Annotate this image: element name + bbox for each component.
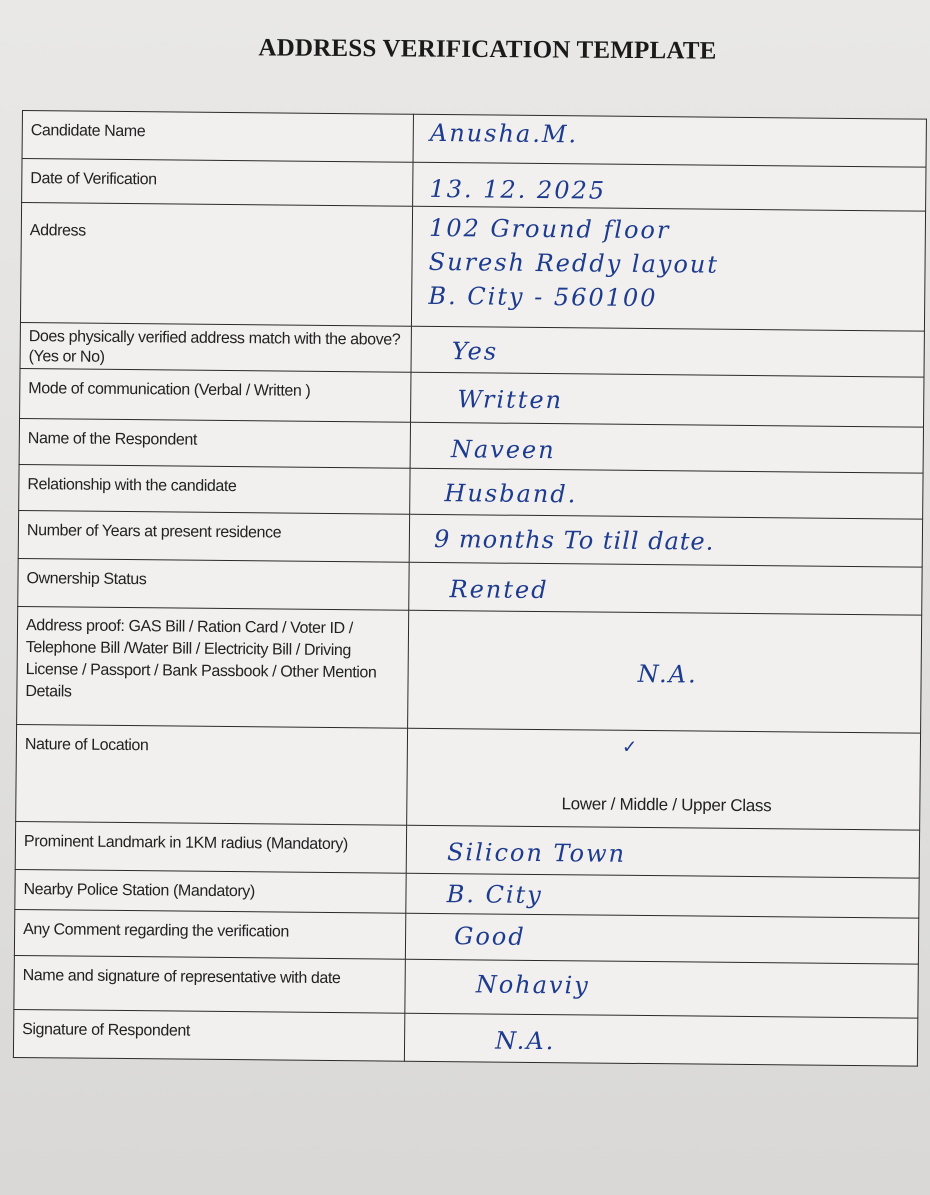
nature-of-location-label: Nature of Location	[16, 724, 408, 825]
table-row	[18, 558, 922, 615]
police-station-label: Nearby Police Station (Mandatory)	[15, 869, 407, 913]
nature-of-location-value	[407, 728, 921, 830]
ownership-status-label: Ownership Status	[18, 558, 410, 610]
table-row	[17, 606, 922, 733]
table-row	[15, 821, 919, 878]
address-label: Address	[20, 203, 412, 327]
respondent-signature-label: Signature of Respondent	[13, 1009, 405, 1061]
table-row	[20, 203, 925, 332]
table-row	[22, 111, 926, 168]
table-row	[13, 1009, 917, 1066]
years-at-residence-value: 9 months To till date.	[409, 514, 922, 567]
representative-signature-value: Nohaviy	[405, 959, 918, 1018]
police-station-value: B. City	[406, 873, 919, 918]
landmark-label: Prominent Landmark in 1KM radius (Mandatory)	[15, 821, 407, 873]
address-value: 102 Ground floor Suresh Reddy layout B. City - 560100	[412, 206, 926, 331]
location-class-options: Lower / Middle / Upper Class	[561, 794, 772, 816]
date-of-verification-label: Date of Verification	[22, 159, 414, 207]
comment-label: Any Comment regarding the verification	[14, 909, 406, 959]
comment-value: Good	[406, 913, 919, 964]
respondent-signature-value: N.A.	[405, 1013, 918, 1066]
address-match-value: Yes	[411, 326, 924, 377]
table-row	[14, 955, 918, 1018]
landmark-value: Silicon Town	[406, 825, 919, 878]
document-title: ADDRESS VERIFICATION TEMPLATE	[258, 34, 717, 65]
address-match-label: Does physically verified address match with the above?(Yes or No)	[20, 322, 412, 372]
years-at-residence-label: Number of Years at present residence	[18, 510, 410, 562]
table-row	[18, 510, 922, 567]
mode-of-communication-label: Mode of communication (Verbal / Written )	[20, 368, 412, 422]
representative-signature-label: Name and signature of representative with date	[14, 955, 406, 1013]
check-mark-icon: ✓	[621, 736, 637, 757]
address-proof-label: Address proof: GAS Bill / Ration Card / Voter ID / Telephone Bill /Water Bill / Electricity Bill / Driving License / Passport / Bank Passbook / Other Mention Details	[17, 606, 409, 728]
candidate-name-label: Candidate Name	[22, 111, 414, 163]
table-row	[20, 368, 924, 427]
address-proof-value: N.A.	[408, 610, 922, 733]
ownership-status-value: Rented	[409, 562, 922, 615]
relationship-label: Relationship with the candidate	[19, 464, 411, 514]
relationship-value: Husband.	[410, 468, 923, 519]
table-row	[16, 724, 921, 830]
candidate-name-value: Anusha.M.	[413, 114, 926, 167]
verification-form-table	[13, 110, 927, 1067]
respondent-name-value: Naveen	[410, 422, 923, 473]
respondent-name-label: Name of the Respondent	[19, 418, 411, 468]
date-of-verification-value: 13. 12. 2025	[413, 162, 926, 211]
mode-of-communication-value: Written	[411, 372, 924, 427]
